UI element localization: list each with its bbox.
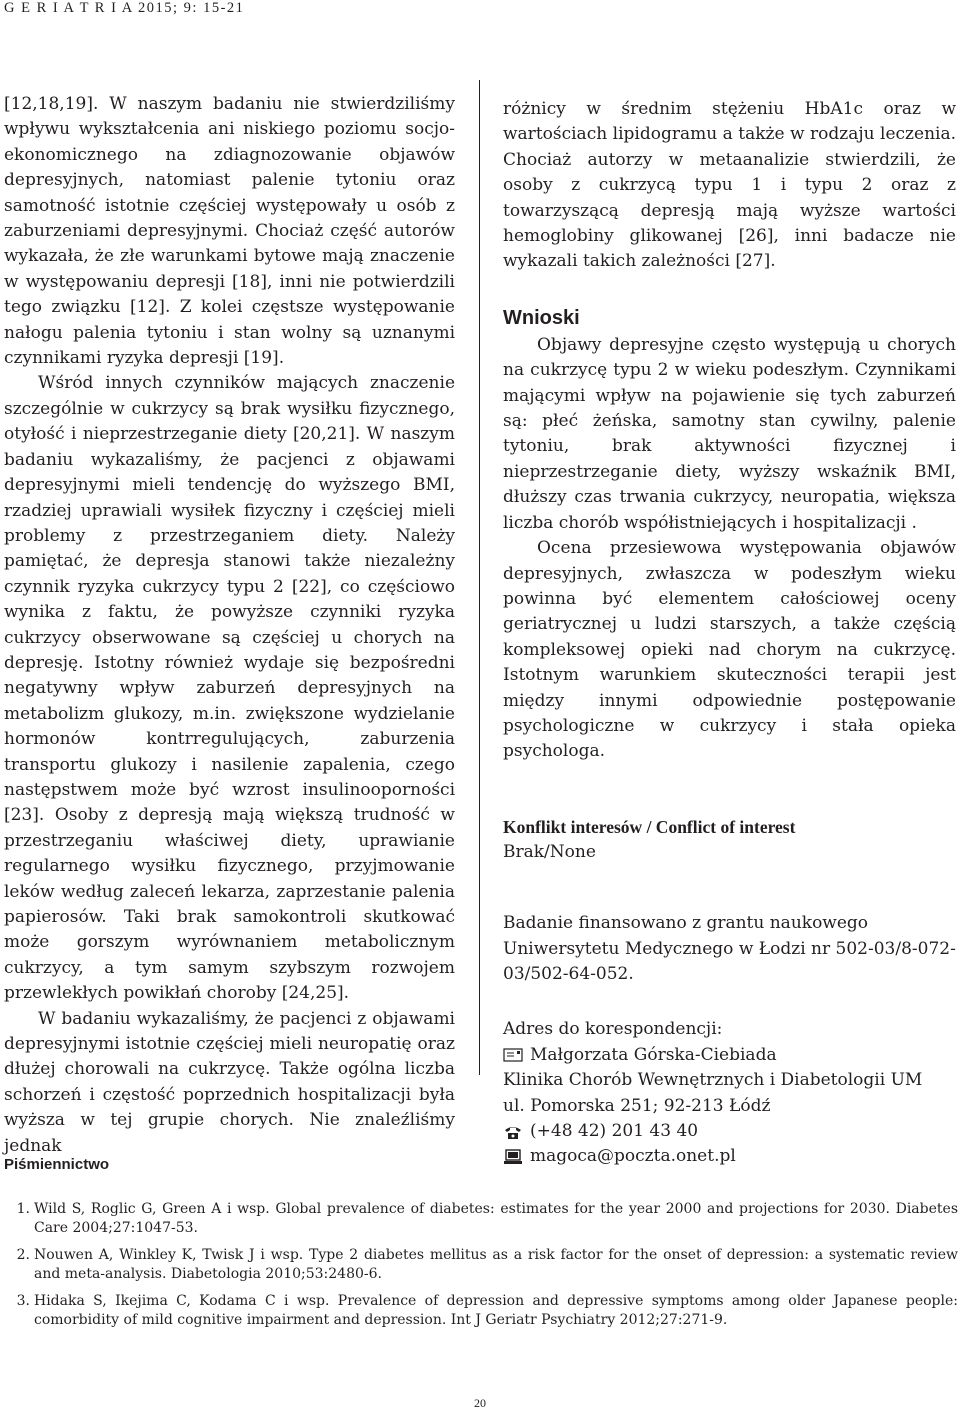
- references-list: [4, 1200, 958, 1338]
- reference-item: [4, 1246, 958, 1284]
- reference-text: Wild S, Roglic G, Green A i wsp. Global prevalence of diabetes: estimates for the year 2000 and projections for 2030. Diabetes Care 2004;27:1047-53.: [34, 1201, 958, 1236]
- right-column: [503, 97, 956, 1170]
- running-head: G E R I A T R I A 2015; 9: 15-21: [4, 0, 245, 16]
- body-paragraph: [12,18,19]. W naszym badaniu nie stwierdziliśmy wpływu wykształcenia ani niskiego poziomu socjo-ekonomicznego na zdiagnozowanie objawów depresyjnych, natomiast palenie tytoniu oraz samotność istotnie częściej występowały u osób z zaburzeniami depresyjnymi. Chociaż część autorów wykazała, że złe warunkami bytowe mają znaczenie w występowaniu depresji [18], inni nie potwierdzili tego związku [12]. Z kolei częstsze występowanie nałogu palenia tytoniu i stan wolny są uznanymi czynnikami ryzyka depresji [19].: [4, 94, 455, 369]
- column-divider: [479, 80, 480, 1075]
- reference-text: Hidaka S, Ikejima C, Kodama C i wsp. Prevalence of depression and depressive symptoms among older Japanese people: comorbidity of mild cognitive impairment and depression. Int J Geriatr Psychiatry 2012;27:271-9.: [34, 1293, 958, 1328]
- conclusions-heading: Wnioski: [503, 306, 580, 329]
- funding-statement: Badanie finansowano z grantu naukowego Uniwersytetu Medycznego w Łodzi nr 502-03/8-072-03/502-64-052.: [503, 913, 956, 984]
- body-paragraph: W badaniu wykazaliśmy, że pacjenci z objawami depresyjnymi istotnie częściej mieli neuropatię oraz dłużej chorowali na cukrzycę. Także ogólna liczba schorzeń i częstość poprzednich hospitalizacji była wyższa w tej grupie chorych. Nie znaleźliśmy jednak: [4, 1008, 455, 1156]
- envelope-icon: [503, 1047, 523, 1063]
- correspondence-name-line: [503, 1043, 956, 1068]
- correspondence-label: Adres do korespondencji:: [503, 1019, 723, 1040]
- conflict-heading: Konflikt interesów / Conflict of interest: [503, 816, 796, 837]
- telephone-icon: [503, 1124, 523, 1140]
- correspondence-email[interactable]: magoca@poczta.onet.pl: [530, 1146, 736, 1167]
- body-paragraph: Wśród innych czynników mających znaczenie szczególnie w cukrzycy są brak wysiłku fizycznego, otyłość i nieprzestrzeganie diety [20,21]. W naszym badaniu wykazaliśmy, że pacjenci z objawami depresyjnymi mieli tendencję do wyższego BMI, rzadziej uprawiali wysiłek fizyczny i częściej mieli problemy z przestrzeganiem diety. Należy pamiętać, że depresja stanowi także niezależny czynnik ryzyka cukrzycy typu 2 [22], co częściowo wynika z faktu, że powyższe czynniki ryzyka cukrzycy obserwowane są częściej u chorych na depresję. Istotny również wydaje się bezpośredni negatywny wpływ zaburzeń depresyjnych na metabolizm glukozy, m.in. zwiększone wydzielanie hormonów kontrregulujących, zaburzenia transportu glukozy i nasilenie zapalenia, czego następstwem może być wzrost insulinooporności [23]. Osoby z depresją mają większą trudność w przestrzeganiu właściwej diety, uprawianie regularnego wysiłku fizycznego, przyjmowanie leków według zaleceń lekarza, zaprzestanie palenia papierosów. Taki brak samokontroli skutkować może gorszym wyrównaniem metabolicznym cukrzycy, a tym samym szybszym rozwojem przewlekłych powikłań choroby [24,25].: [4, 373, 455, 1004]
- references-heading: Piśmiennictwo: [4, 1156, 110, 1173]
- reference-item: [4, 1200, 958, 1238]
- correspondence-name: Małgorzata Górska-Ciebiada: [530, 1044, 777, 1065]
- reference-number: 2.: [16, 1247, 30, 1263]
- conclusions-paragraph: Objawy depresyjne często występują u chorych na cukrzycę typu 2 w wieku podeszłym. Czynnikami mającymi wpływ na pojawienie się tych zaburzeń są: płeć żeńska, samotny stan cywilny, palenie tytoniu, brak aktywności fizycznej i nieprzestrzeganie diety, wyższy wskaźnik BMI, dłuższy czas trwania cukrzycy, neuropatia, większa liczba chorób współistniejących i hospitalizacji .: [503, 334, 956, 533]
- page-number: 20: [474, 1396, 486, 1410]
- correspondence-phone-line: [503, 1119, 956, 1144]
- conflict-value: Brak/None: [503, 841, 596, 862]
- body-paragraph: różnicy w średnim stężeniu HbA1c oraz w wartościach lipidogramu a także w rodzaju leczenia. Chociaż autorzy w metaanalizie stwierdzili, że osoby z cukrzycą typu 1 i typu 2 oraz z towarzyszącą depresją mają wyższe wartości hemoglobiny glikowanej [26], inni badacze nie wykazali takich zależności [27].: [503, 99, 956, 272]
- computer-icon: [503, 1149, 523, 1165]
- reference-item: [4, 1292, 958, 1330]
- correspondence-clinic: Klinika Chorób Wewnętrznych i Diabetologii UM: [503, 1070, 923, 1091]
- conclusions-paragraph: Ocena przesiewowa występowania objawów depresyjnych, zwłaszcza w podeszłym wieku powinna być elementem całościowej oceny geriatrycznej u ludzi starszych, a także częścią kompleksowej opieki nad chorym na cukrzycę. Istotnym warunkiem skuteczności terapii jest między innymi odpowiednie postępowanie psychologiczne w cukrzycy i stała opieka psychologa.: [503, 538, 956, 762]
- left-column: [4, 92, 455, 1159]
- correspondence-phone: (+48 42) 201 43 40: [530, 1121, 699, 1141]
- reference-text: Nouwen A, Winkley K, Twisk J i wsp. Type 2 diabetes mellitus as a risk factor for the onset of depression: a systematic review and meta-analysis. Diabetologia 2010;53:2480-6.: [34, 1247, 958, 1282]
- reference-number: 3.: [16, 1293, 30, 1309]
- reference-number: 1.: [16, 1201, 30, 1217]
- correspondence-address: ul. Pomorska 251; 92-213 Łódź: [503, 1095, 771, 1116]
- correspondence-email-line: [503, 1144, 956, 1169]
